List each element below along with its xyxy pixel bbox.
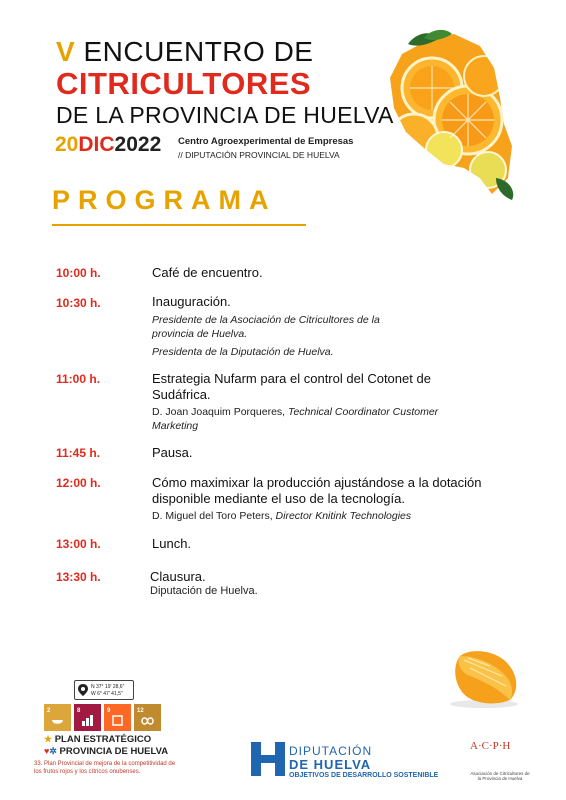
venue-name: Centro Agroexperimental de Empresas	[178, 136, 354, 147]
date-year: 2022	[114, 133, 162, 156]
event-title-line1	[56, 36, 313, 68]
agenda-time: 10:00 h.	[56, 266, 101, 280]
sdg-9-icon	[104, 704, 131, 731]
sdg-8-icon	[74, 704, 101, 731]
agenda-detail-text: Presidenta de la Diputación de Huelva.	[152, 346, 334, 358]
heart-icon: ♥	[44, 746, 50, 756]
agenda-title: Café de encuentro.	[152, 265, 263, 280]
agenda-detail	[152, 313, 422, 341]
map-pin-icon	[78, 684, 88, 696]
diputacion-place: DE HUELVA	[289, 757, 372, 772]
title-roman-numeral: V	[56, 36, 76, 67]
agenda-title: Estrategia Nufarm para el control del Cotonet de Sudáfrica.	[152, 371, 431, 402]
citrus-map-illustration	[384, 28, 524, 204]
diputacion-logo-icon	[251, 742, 285, 776]
agenda-title: Cómo maximixar la producción ajustándose a la dotación disponible mediante el uso de la tecnología.	[152, 475, 482, 506]
date-month: DIC	[78, 133, 115, 156]
agenda-time: 12:00 h.	[56, 476, 101, 490]
acph-logo: A·C·P·H	[470, 740, 511, 752]
venue-organization: // DIPUTACIÓN PROVINCIAL DE HUELVA	[178, 150, 340, 160]
plan-line1-text: PLAN ESTRATÉGICO	[54, 734, 152, 745]
svg-text:12: 12	[137, 708, 144, 714]
agenda-detail: Diputación de Huelva.	[150, 585, 258, 597]
plan-line2-text: PROVINCIA DE HUELVA	[59, 746, 169, 757]
agenda-time: 11:00 h.	[56, 372, 101, 386]
section-divider	[52, 224, 306, 226]
plan-provincia-title	[44, 746, 168, 757]
event-date	[55, 133, 161, 157]
plan-note: 33. Plan Provincial de mejora de la competitividad de los frutos rojos y los cítricos onubenses.	[34, 761, 176, 775]
svg-text:9: 9	[107, 708, 111, 714]
diputacion-name: DIPUTACIÓN	[289, 744, 373, 758]
star-icon: ★	[44, 734, 53, 744]
event-title-line2: CITRICULTORES	[56, 66, 312, 101]
date-day: 20	[55, 133, 79, 156]
orange-slice-image	[440, 646, 524, 710]
sdg-12-icon	[134, 704, 161, 731]
coordinate-longitude: W 6° 47' 41,5"	[91, 691, 123, 697]
acph-subtitle: Asociación de Citricultores de la Provincia de Huelva	[470, 771, 530, 781]
plan-estrategico-title	[44, 734, 151, 745]
agenda-title: Inauguración.	[152, 294, 231, 309]
agenda-title: Lunch.	[152, 536, 192, 551]
svg-text:2: 2	[47, 708, 51, 714]
agenda-time: 13:30 h.	[56, 570, 101, 584]
coordinate-latitude: N 37° 19' 28,6"	[91, 684, 125, 690]
agenda-title: Pausa.	[152, 445, 193, 460]
location-coordinates	[74, 680, 134, 700]
agenda-speaker	[152, 509, 492, 523]
svg-text:8: 8	[77, 708, 81, 714]
agenda-time: 11:45 h.	[56, 446, 101, 460]
event-title-line3: DE LA PROVINCIA DE HUELVA	[56, 102, 394, 128]
sdg-2-icon	[44, 704, 71, 731]
agenda-detail	[152, 345, 452, 359]
speaker-name: D. Miguel del Toro Peters,	[152, 510, 273, 522]
speaker-role: Director Knitink Technologies	[275, 510, 412, 522]
diputacion-ods: OBJETIVOS DE DESARROLLO SOSTENIBLE	[289, 772, 439, 779]
agenda-speaker	[152, 405, 442, 433]
agenda-time: 13:00 h.	[56, 537, 101, 551]
gear-icon: ✲	[49, 746, 57, 756]
agenda-detail-text: Presidente de la Asociación de Citricultores de la provincia de Huelva.	[152, 314, 380, 340]
section-title: PROGRAMA	[52, 185, 277, 215]
agenda-time: 10:30 h.	[56, 296, 101, 310]
title-encuentro: ENCUENTRO DE	[83, 36, 314, 67]
speaker-role: Technical Coordinator Customer Marketing	[152, 406, 439, 432]
speaker-name: D. Joan Joaquim Porqueres,	[152, 406, 286, 418]
agenda-title: Clausura.	[150, 569, 206, 584]
